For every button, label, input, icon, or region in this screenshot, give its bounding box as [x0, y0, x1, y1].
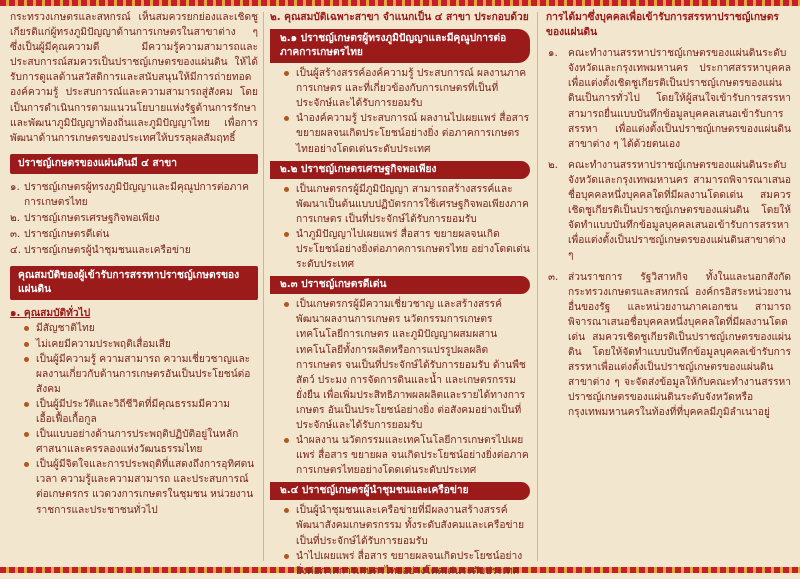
section-2-3-header: ๒.๓ ปราชญ์เกษตรดีเด่น: [270, 276, 530, 294]
general-qualifications-list: [10, 321, 258, 517]
branches-list: [10, 180, 258, 258]
list-item: ๓. ปราชญ์เกษตรดีเด่น: [10, 229, 110, 241]
list-item: เป็นเกษตรกรผู้มีภูมิปัญญา สามารถสร้างสรรค์และพัฒนาเป็นต้นแบบปฏิบัตรการใช้เศรษฐกิจพอเพียงภาคการเกษตร เป็นที่ประจักษ์ได้รับการยอมรับ: [284, 182, 530, 227]
section-2-2-list: [270, 182, 530, 273]
list-item: ๒. คณะทำงานสรรหาปราชญ์เกษตรของแผ่นดินระดับจังหวัดและกรุงเทพมหานคร สามารถพิจารณาเสนอชื่อบุคคลหนึ่งบุคคลใดที่มีผลงานโดดเด่น สมควรเชิดชูเกียรติเป็นปราชญ์เกษตรของแผ่นดิน โดยให้จัดทำแบบบันทึกข้อมูลบุคคลเสนอเข้ารับการสรรหา เพื่อแต่งตั้งเป็นปราชญ์เกษตรของแผ่นดินสาขาต่าง ๆ: [548, 159, 791, 262]
column-left: [10, 10, 258, 563]
section-2-1-list: [270, 66, 530, 157]
column-middle: [270, 10, 530, 577]
qualifications-header: คุณสมบัติของผู้เข้ารับการสรรหาปราชญ์เกษตรของแผ่นดิน: [10, 266, 258, 300]
list-item: ๒. ปราชญ์เกษตรเศรษฐกิจพอเพียง: [10, 213, 160, 225]
top-border: [0, 0, 800, 6]
list-item: เป็นแบบอย่างด้านการประพฤติปฏิบัติอยู่ในหลักศาสนาและครรลองแห่งวัฒนธรรมไทย: [24, 427, 258, 457]
list-item: เป็นผู้มีจิตใจและการประพฤติที่แสดงถึงการอุทิศตน เวลา ความรู้และความสามารถ และประสบการณ์ต่อเกษตรกร แวดวงการเกษตรในชุมชน หน่วยงานราชการและประชาชนทั่วไป: [24, 457, 258, 517]
list-item: เป็นผู้มีความรู้ ความสามารถ ความเชี่ยวชาญและผลงานเกี่ยวกับด้านการเกษตรอันเป็นประโยชน์ต่อสังคม: [24, 352, 258, 397]
list-item: ๓. ส่วนราชการ รัฐวิสาหกิจ ทั้งในและนอกสังกัดกระทรวงเกษตรและสหกรณ์ องค์กรอิสระหน่วยงานอื่นของรัฐ และหน่วยงานภาคเอกชน สามารถพิจารณาเสนอชื่อบุคคลหนึ่งบุคคลใดที่มีผลงานโดดเด่น สมควรเชิดชูเกียรติเป็นปราชญ์เกษตรของแผ่นดิน โดยให้จัดทำแบบบันทึกข้อมูลบุคคลเข้ารับการสรรหาเพื่อแต่งตั้งเป็นปราชญ์เกษตรของแผ่นดินสาขาต่าง ๆ จะจัดส่งข้อมูลให้กับคณะทำงานสรรหาปราชญ์เกษตรของแผ่นดินระดับจังหวัดหรือกรุงเทพมหานครในท้องที่ที่บุคคลมีภูมิลำเนาอยู่: [548, 271, 791, 419]
general-qualifications-title: ๑. คุณสมบัติทั่วไป: [10, 308, 91, 320]
column-divider: [263, 12, 264, 561]
list-item: ไม่เคยมีความประพฤติเสื่อมเสีย: [24, 337, 258, 352]
list-item: เป็นเกษตรกรผู้มีความเชี่ยวชาญ และสร้างสรรค์พัฒนาผลงานการเกษตร นวัตกรรมการเกษตรเทคโนโลยีการเกษตร และภูมิปัญญาผสมผสานเทคโนโลยีทั้งการผลิตหรือการแปรรูปผลผลิตการเกษตร จนเป็นที่ประจักษ์ได้รับการยอมรับ ด้านพืช สัตว์ ประมง การจัดการดินและน้ำ และเกษตรกรรมยั่งยืน เพื่อเพิ่มประสิทธิภาพผลผลิตและรายได้ทางการเกษตร อันเป็นประโยชน์อย่างยิ่ง ต่อสังคมอย่างเป็นที่ประจักษ์และได้รับการยอมรับ: [284, 297, 530, 433]
recruitment-title: การได้มาซึ่งบุคคลเพื่อเข้ารับการสรรหาปราชญ์เกษตรของแผ่นดิน: [546, 12, 779, 39]
section-2-1-header: ๒.๑ ปราชญ์เกษตรผู้ทรงภูมิปัญญาและมีคุณูปการต่อภาคการเกษตรไทย: [270, 29, 530, 63]
branches-header: ปราชญ์เกษตรของแผ่นดินมี ๔ สาขา: [10, 154, 258, 174]
section-2-3-list: [270, 297, 530, 478]
section-2-2-header: ๒.๒ ปราชญ์เกษตรเศรษฐกิจพอเพียง: [270, 161, 530, 179]
list-item: ๑. ปราชญ์เกษตรผู้ทรงภูมิปัญญาและมีคุณูปการต่อภาคการเกษตรไทย: [10, 181, 249, 208]
list-item: ๑. คณะทำงานสรรหาปราชญ์เกษตรของแผ่นดินระดับจังหวัดและกรุงเทพมหานคร ประกาศสรรหาบุคคลเพื่อแต่งตั้งเชิดชูเกียรติเป็นปราชญ์เกษตรของแผ่นดินเป็นการทั่วไป โดยให้ผู้สนใจเข้ารับการสรรหาสามารถยื่นแบบบันทึกข้อมูลบุคคลเสนอเข้ารับการสรรหา เพื่อแต่งตั้งเป็นปราชญ์เกษตรของแผ่นดินสาขาต่าง ๆ ได้ด้วยตนเอง: [548, 48, 791, 150]
section-2-4-list: [270, 503, 530, 578]
intro-paragraph: กระทรวงเกษตรและสหกรณ์ เห็นสมควรยกย่องและเชิดชูเกียรติแก่ผู้ทรงภูมิปัญญาด้านการเกษตรในสาขาต่าง ๆ ซึ่งเป็นผู้มีคุณความดี มีความรู้ความสามารถและประสบการณ์สมควรเป็นปราชญ์เกษตรของแผ่นดิน ให้ได้รับการดูแลด้านสวัสดิการและสนับสนุนให้มีการถ่ายทอดองค์ความรู้ ประสบการณ์และความสามารถสู่สังคม โดยเป็นการดำเนินการตามแนวนโยบายแห่งรัฐด้านการรักษาและพัฒนาภูมิปัญญาท้องถิ่นและภูมิปัญญาไทย เพื่อการพัฒนาด้านการเกษตรของประเทศให้บรรลุผลสัมฤทธิ์: [10, 12, 258, 144]
list-item: เป็นผู้สร้างสรรค์องค์ความรู้ ประสบการณ์ ผลงานภาคการเกษตร และที่เกี่ยวข้องกับการเกษตรที่เป็นที่ประจักษ์และได้รับการยอมรับ: [284, 66, 530, 111]
column-divider: [537, 12, 538, 561]
list-item: นำภูมิปัญญาไปเผยแพร่ สื่อสาร ขยายผลจนเกิดประโยชน์อย่างยิ่งต่อภาคการเกษตรไทย อย่างโดดเด่นระดับประเทศ: [284, 227, 530, 272]
list-item: ๔. ปราชญ์เกษตรผู้นำชุมชนและเครือข่าย: [10, 245, 191, 257]
list-item: เป็นผู้มีประวัติและวิถีชีวิตที่มีคุณธรรมมีความเอื้อเฟื้อเกื้อกูล: [24, 397, 258, 427]
list-item: เป็นผู้นำชุมชนและเครือข่ายที่มีผลงานสร้างสรรค์พัฒนาสังคมเกษตรกรรม ทั้งระดับสังคมและเครือข่ายเป็นที่ประจักษ์ได้รับการยอมรับ: [284, 503, 530, 548]
column-right: [546, 10, 791, 563]
list-item: นำไปเผยแพร่ สื่อสาร ขยายผลจนเกิดประโยชน์อย่างยิ่งต่อภาคการเกษตรไทยอย่างโดดเด่นระดับประเทศ: [284, 549, 530, 579]
list-item: นำผลงาน นวัตกรรมและเทคโนโลยีการเกษตรไปเผยแพร่ สื่อสาร ขยายผล จนเกิดประโยชน์อย่างยิ่งต่อภาคการเกษตรไทยอย่างโดดเด่นระดับประเทศ: [284, 433, 530, 478]
section-2-4-header: ๒.๔ ปราชญ์เกษตรผู้นำชุมชนและเครือข่าย: [270, 482, 530, 500]
specific-qualifications-title: ๒. คุณสมบัติเฉพาะสาขา จำแนกเป็น ๔ สาขา ประกอบด้วย: [270, 12, 529, 23]
list-item: มีสัญชาติไทย: [24, 321, 258, 336]
list-item: นำองค์ความรู้ ประสบการณ์ ผลงานไปเผยแพร่ สื่อสาร ขยายผลจนเกิดประโยชน์อย่างยิ่ง ต่อภาคการเกษตรไทยอย่างโดดเด่นระดับประเทศ: [284, 111, 530, 156]
